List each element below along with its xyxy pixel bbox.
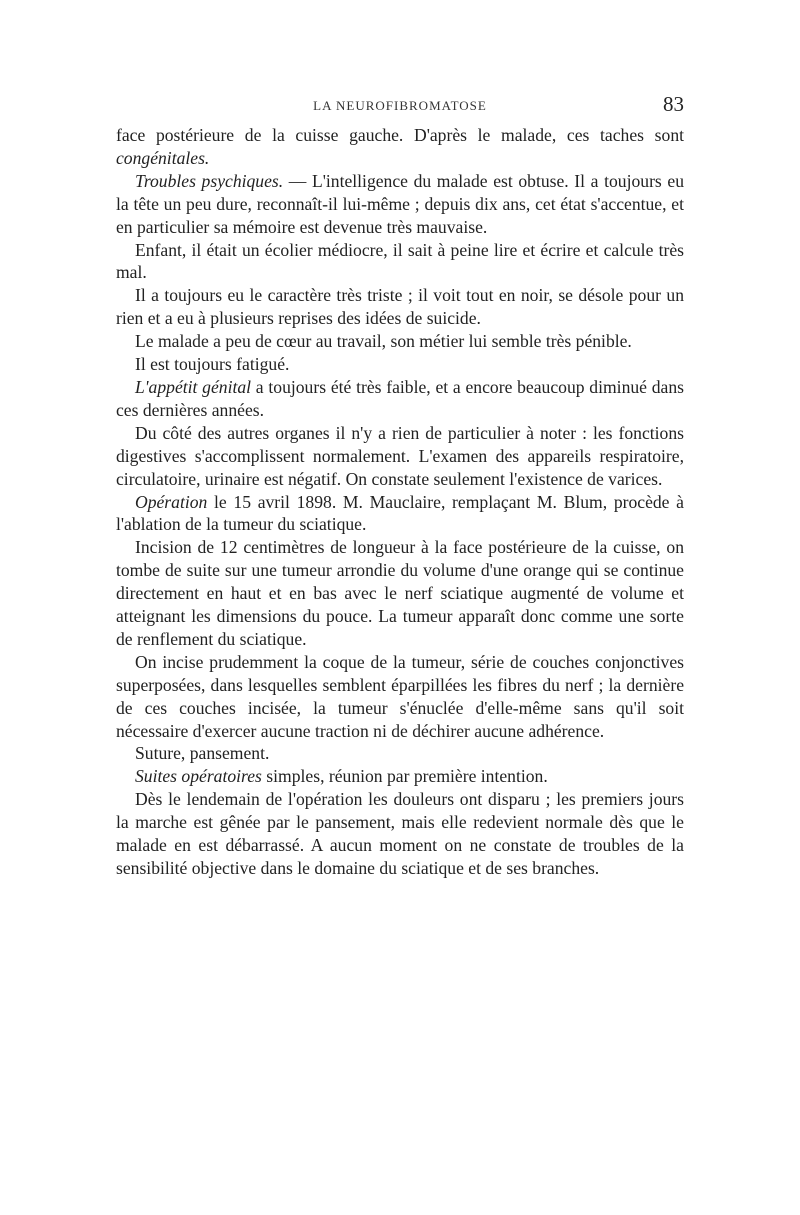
paragraph-text: face postérieure de la cuisse gauche. D'après le malade, ces taches sont <box>116 125 684 145</box>
paragraph-text: simples, réunion par première intention. <box>261 766 548 787</box>
paragraph <box>116 353 684 376</box>
paragraph-text: Incision de 12 centimètres de longueur à la face postérieure de la cuisse, on tombe de suite sur une tumeur arrondie du volume d'une orange qui se continue directement en haut et en bas avec le nerf sciatique augmenté de volume et atteignant les dimensions du pouce. La tumeur apparaît donc comme une sorte de renflement du sciatique. <box>116 537 684 649</box>
paragraph-text: Le malade a peu de cœur au travail, son métier lui semble très pénible. <box>135 331 632 352</box>
paragraph-text: a toujours été très faible, et a encore beaucoup diminué dans ces dernières années. <box>116 376 684 420</box>
paragraph-text: Enfant, il était un écolier médiocre, il sait à peine lire et écrire et calcule très mal. <box>116 239 684 283</box>
paragraph-text: Suture, pansement. <box>135 743 270 764</box>
paragraph-text: Il est toujours fatigué. <box>135 354 290 375</box>
paragraph-text: On incise prudemment la coque de la tumeur, série de couches conjonctives superposées, dans lesquelles semblent éparpillées les fibres du nerf ; la dernière de ces couches incisée, la tumeur s'énuclée d'elle-même sans qu'il soit nécessaire d'exercer aucune traction ni de déchirer aucune adhérence. <box>116 651 684 741</box>
section-lead: L'appétit génital <box>135 376 252 397</box>
paragraph <box>116 330 684 353</box>
section-lead: Opération <box>135 491 208 512</box>
paragraph <box>116 376 684 422</box>
paragraph <box>116 765 684 788</box>
page-number: 83 <box>663 92 684 116</box>
paragraph <box>116 651 684 743</box>
paragraph <box>116 124 684 170</box>
paragraph <box>116 284 684 330</box>
paragraph-text: le 15 avril 1898. M. Mauclaire, remplaçant M. Blum, procède à l'ablation de la tumeur du sciatique. <box>116 491 684 535</box>
paragraph <box>116 742 684 765</box>
page-header <box>116 92 684 124</box>
running-title: LA NEUROFIBROMATOSE <box>313 98 487 113</box>
emphasis-text: congénitales. <box>116 147 210 168</box>
body-text <box>116 124 684 880</box>
book-page <box>116 92 684 880</box>
paragraph-text: Dès le lendemain de l'opération les douleurs ont disparu ; les premiers jours la marche est gênée par le pansement, mais elle redevient normale dès que le malade en est débarrassé. A aucun moment on ne constate de troubles de la sensibilité objective dans le domaine du sciatique et de ses branches. <box>116 789 684 878</box>
paragraph <box>116 536 684 651</box>
paragraph <box>116 491 684 537</box>
paragraph-text: Il a toujours eu le caractère très triste ; il voit tout en noir, se désole pour un rien et a eu à plusieurs reprises des idées de suicide. <box>116 285 684 329</box>
section-lead: Suites opératoires <box>135 766 262 787</box>
paragraph <box>116 788 684 880</box>
paragraph <box>116 422 684 491</box>
paragraph-text: Du côté des autres organes il n'y a rien de particulier à noter : les fonctions digestives s'accomplissent normalement. L'examen des appareils respiratoire, circulatoire, urinaire est négatif. On constate seulement l'existence de varices. <box>116 422 684 489</box>
paragraph <box>116 170 684 239</box>
section-lead: Troubles psychiques. <box>135 170 284 191</box>
paragraph <box>116 239 684 285</box>
paragraph-text: — L'intelligence du malade est obtuse. Il a toujours eu la tête un peu dure, reconnaît-il lui-même ; depuis dix ans, cet état s'accentue, et en particulier sa mémoire est devenue très mauvaise. <box>116 170 684 237</box>
